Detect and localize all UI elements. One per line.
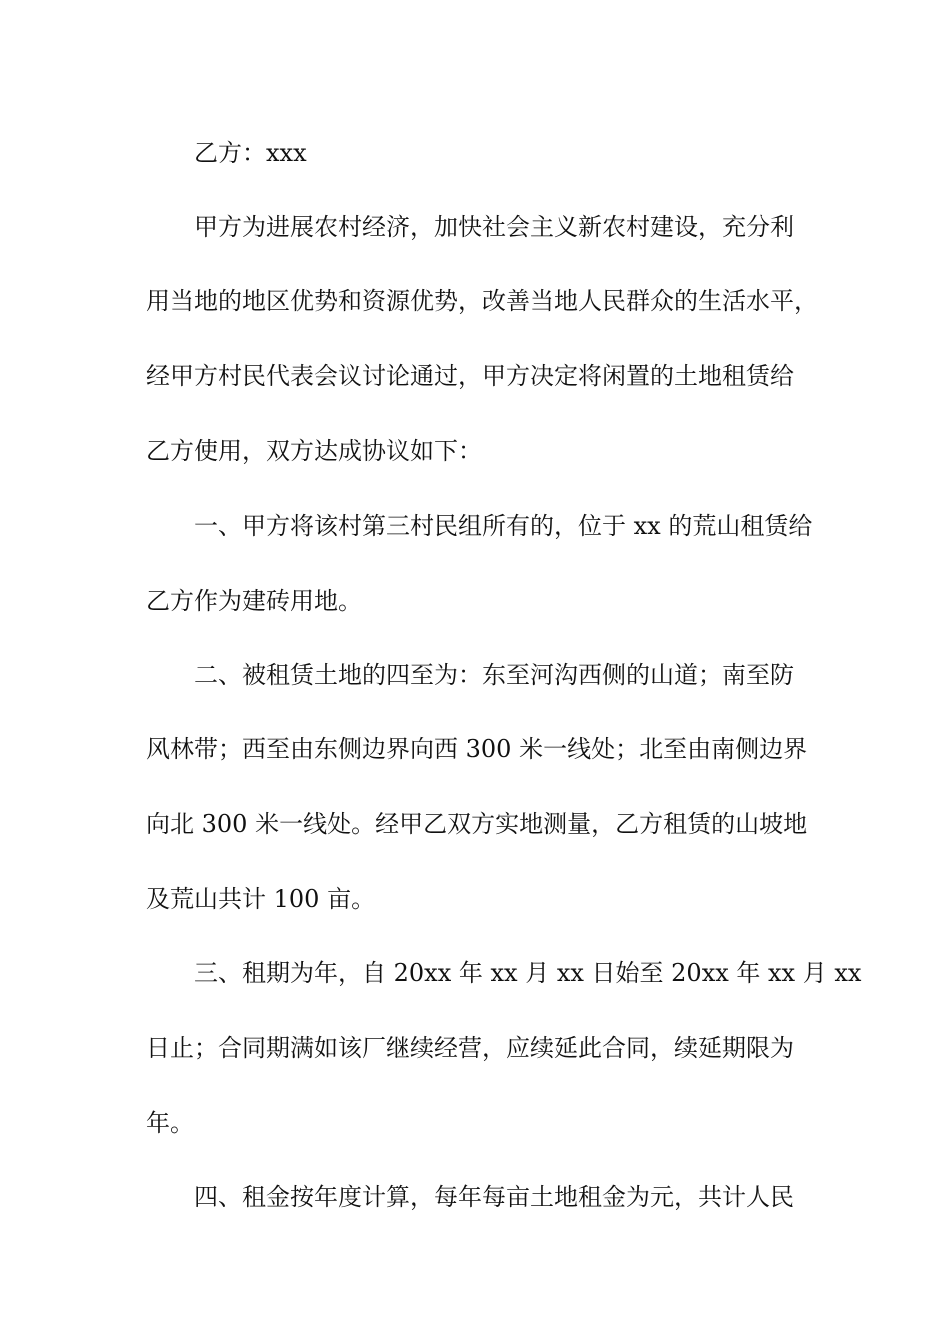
clause-1-line-2: 乙方作为建砖用地。 [146,587,362,615]
preamble-line-1: 甲方为进展农村经济，加快社会主义新农村建设，充分利 [194,213,794,241]
preamble-line-4: 乙方使用，双方达成协议如下： [146,437,482,465]
clause-1-line-1: 一、甲方将该村第三村民组所有的，位于 xx 的荒山租赁给 [194,512,813,540]
preamble-line-3: 经甲方村民代表会议讨论通过，甲方决定将闲置的土地租赁给 [146,362,794,390]
clause-4-line-1: 四、租金按年度计算，每年每亩土地租金为元，共计人民 [194,1183,794,1211]
preamble-line-2: 用当地的地区优势和资源优势，改善当地人民群众的生活水平， [146,287,818,315]
clause-2-line-1: 二、被租赁土地的四至为：东至河沟西侧的山道；南至防 [194,661,794,689]
clause-2-line-2: 风林带；西至由东侧边界向西 300 米一线处；北至由南侧边界 [146,735,808,763]
clause-2-line-3: 向北 300 米一线处。经甲乙双方实地测量，乙方租赁的山坡地 [146,810,808,838]
clause-3-line-3: 年。 [146,1109,194,1137]
clause-2-line-4: 及荒山共计 100 亩。 [146,885,376,913]
party-b-line: 乙方：xxx [194,139,307,167]
clause-3-line-1: 三、租期为年，自 20xx 年 xx 月 xx 日始至 20xx 年 xx 月 xx [194,959,862,987]
clause-3-line-2: 日止；合同期满如该厂继续经营，应续延此合同，续延期限为 [146,1034,794,1062]
